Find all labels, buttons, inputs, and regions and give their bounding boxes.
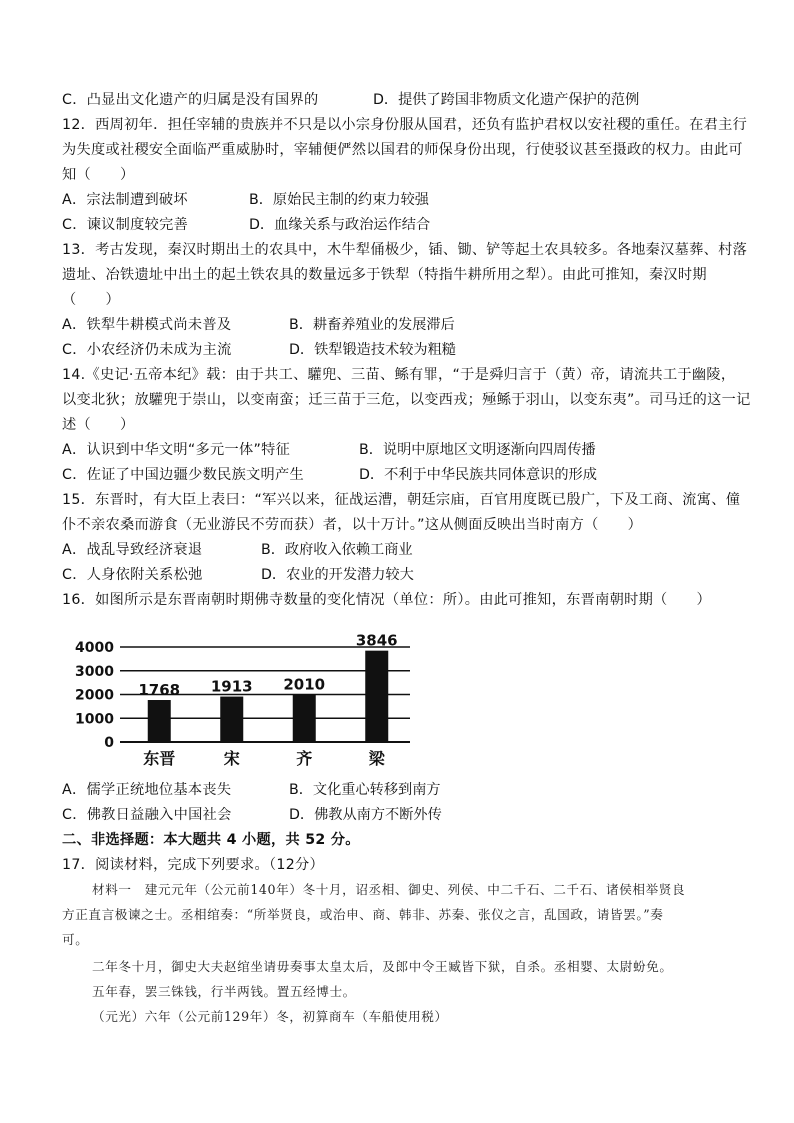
x-category-label: 齐 bbox=[296, 749, 313, 768]
x-category-label: 宋 bbox=[223, 749, 240, 768]
y-tick-label: 2000 bbox=[75, 687, 114, 704]
temple-count-bar-chart bbox=[62, 622, 422, 774]
q13-stem-line3: （ ） bbox=[62, 292, 120, 308]
q13-option-c: C．小农经济仍未成为主流 bbox=[62, 342, 232, 358]
q17-stem: 17．阅读材料，完成下列要求。（12分） bbox=[62, 857, 325, 873]
x-category-label: 梁 bbox=[368, 749, 385, 768]
q15-option-c: C．人身依附关系松弛 bbox=[62, 567, 203, 583]
q14-stem-line3: 述（ ） bbox=[62, 417, 135, 433]
q17-material-line3: 可。 bbox=[62, 932, 89, 947]
y-tick-label: 4000 bbox=[75, 640, 114, 656]
q14-option-c: C．佐证了中国边疆少数民族文明产生 bbox=[62, 467, 305, 483]
q13-option-d: D．铁犁锻造技术较为粗糙 bbox=[289, 342, 456, 358]
q16-option-d: D．佛教从南方不断外传 bbox=[289, 807, 442, 823]
q15-option-a: A．战乱导致经济衰退 bbox=[62, 542, 203, 558]
q15-stem-line2: 仆不亲农桑而游食（无业游民不劳而获）者，以十万计。”这从侧面反映出当时南方（ ） bbox=[62, 517, 643, 533]
y-tick-label: 3000 bbox=[75, 663, 114, 680]
q12-option-d: D．血缘关系与政治运作结合 bbox=[249, 217, 431, 233]
q17-material-line6: （元光）六年（公元前129年）冬，初算商车（车船使用税） bbox=[92, 1009, 448, 1024]
q17-material-line2: 方正直言极谏之士。丞相绾奏：“所举贤良，或治申、商、韩非、苏秦、张仪之言，乱国政，请皆罢。”奏 bbox=[62, 907, 664, 922]
q16-option-c: C．佛教日益融入中国社会 bbox=[62, 807, 232, 823]
q14-option-b: B．说明中原地区文明逐渐向四周传播 bbox=[359, 442, 596, 458]
q15-option-d: D．农业的开发潜力较大 bbox=[261, 567, 414, 583]
q14-option-d: D．不利于中华民族共同体意识的形成 bbox=[359, 467, 597, 483]
q14-stem-line2: 以变北狄；放驩兜于崇山，以变南蛮；迁三苗于三危，以变西戎；殛鲧于羽山，以变东夷”。司马迁的这一记 bbox=[62, 392, 751, 408]
bar-value-label: 1913 bbox=[210, 677, 253, 696]
q13-stem-line1: 13．考古发现，秦汉时期出土的农具中，木牛犁俑极少，锸、锄、铲等起土农具较多。各地秦汉墓葬、村落 bbox=[62, 242, 748, 258]
bar-齐 bbox=[293, 694, 316, 742]
bar-value-label: 2010 bbox=[283, 675, 326, 694]
q12-stem-line3: 知（ ） bbox=[62, 167, 135, 183]
bar-value-label: 1768 bbox=[138, 681, 181, 700]
q16-option-b: B．文化重心转移到南方 bbox=[289, 782, 441, 798]
bar-东晋 bbox=[148, 700, 171, 742]
q13-stem-line2: 遗址、冶铁遗址中出土的起土铁农具的数量远多于铁犁（特指牛耕所用之犁）。由此可推知，秦汉时期 bbox=[62, 267, 707, 283]
bar-宋 bbox=[220, 697, 243, 742]
q14-option-a: A．认识到中华文明“多元一体”特征 bbox=[62, 442, 291, 458]
q12-option-a: A．宗法制遭到破坏 bbox=[62, 192, 188, 208]
q15-stem-line1: 15．东晋时，有大臣上表曰：“军兴以来，征战运漕，朝廷宗庙，百官用度既已殷广，下及工商、流寓、僮 bbox=[62, 492, 741, 508]
q12-option-c: C．谏议制度较完善 bbox=[62, 217, 189, 233]
q14-stem-line1: 14.《史记·五帝本纪》载：由于共工、驩兜、三苗、鲧有罪，“于是舜归言于（黄）帝，请流共工于幽陵， bbox=[62, 367, 736, 383]
q15-option-b: B．政府收入依赖工商业 bbox=[261, 542, 413, 558]
q12-stem-line1: 12．西周初年．担任宰辅的贵族并不只是以小宗身份服从国君，还负有监护君权以安社稷的重任。在君主行 bbox=[62, 117, 748, 133]
section-title: 二、非选择题：本大题共 4 小题，共 52 分。 bbox=[62, 832, 360, 848]
q11-option-d: D．提供了跨国非物质文化遗产保护的范例 bbox=[373, 92, 640, 108]
q16-option-a: A．儒学正统地位基本丧失 bbox=[62, 782, 232, 798]
q17-material-line4: 二年冬十月，御史大夫赵绾坐请毋奏事太皇太后，及郎中令王臧皆下狱，自杀。丞相婴、太尉蚡免。 bbox=[92, 959, 673, 974]
q12-option-b: B．原始民主制的约束力较强 bbox=[249, 192, 429, 208]
q13-option-a: A．铁犁牛耕模式尚未普及 bbox=[62, 317, 232, 333]
y-tick-label: 0 bbox=[104, 735, 114, 751]
q16-stem: 16．如图所示是东晋南朝时期佛寺数量的变化情况（单位：所）。由此可推知，东晋南朝时期（ ） bbox=[62, 592, 712, 608]
q17-material-line1: 材料一 建元元年（公元前140年）冬十月，诏丞相、御史、列侯、中二千石、二千石、诸侯相举贤良 bbox=[92, 882, 686, 897]
y-tick-label: 1000 bbox=[75, 711, 114, 728]
q12-stem-line2: 为失度或社稷安全面临严重威胁时，宰辅便俨然以国君的师保身份出现，行使驳议甚至摄政的权力。由此可 bbox=[62, 142, 743, 158]
bar-value-label: 3846 bbox=[355, 631, 398, 650]
q11-option-c: C．凸显出文化遗产的归属是没有国界的 bbox=[62, 92, 319, 108]
q13-option-b: B．耕畜养殖业的发展滞后 bbox=[289, 317, 455, 333]
bar-梁 bbox=[365, 651, 388, 742]
x-category-label: 东晋 bbox=[143, 749, 176, 768]
q17-material-line5: 五年春，罢三铢钱，行半两钱。置五经博士。 bbox=[92, 984, 356, 999]
